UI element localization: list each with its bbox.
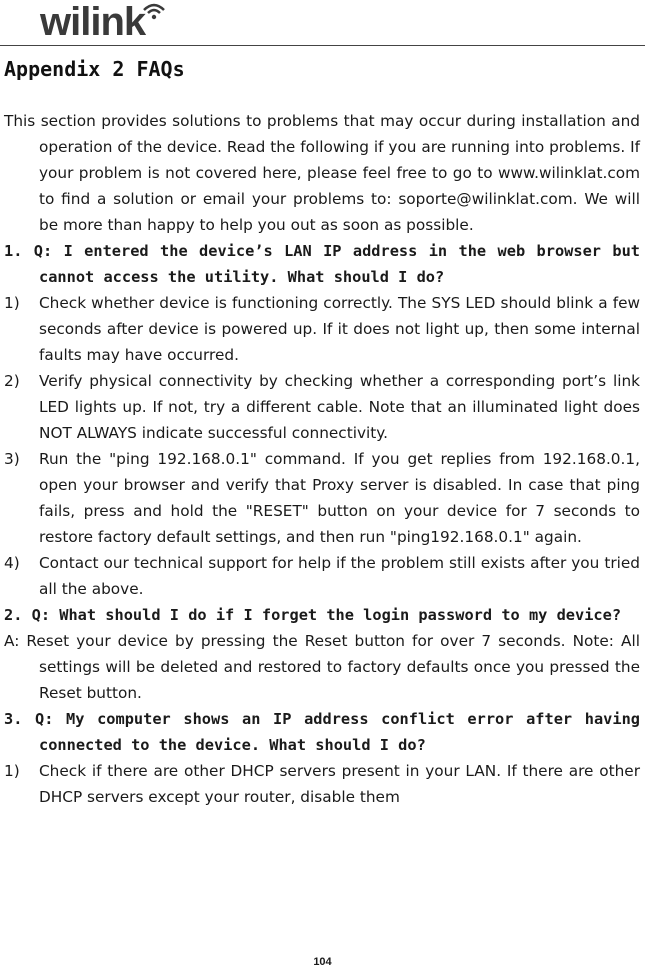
brand-logo: wilink	[40, 0, 146, 44]
q1-answer-2	[4, 368, 640, 446]
answer-text: Run the "ping 192.168.0.1" command. If you get replies from 192.168.0.1, open your browser and verify that Proxy server is disabled. In case that ping fails, press and hold the "RESET" button on your device for 7 seconds to restore factory default settings, and then run "ping192.168.0.1" again.	[39, 450, 640, 546]
q2-answer: A: Reset your device by pressing the Reset button for over 7 seconds. Note: All settings will be deleted and restored to factory defaults once you pressed the Reset button.	[4, 632, 640, 702]
document-body	[4, 56, 640, 810]
page-number: 104	[313, 956, 332, 968]
answer-text: Verify physical connectivity by checking whether a corresponding port’s link LED lights up. If not, try a different cable. Note that an illuminated light does NOT ALWAYS indicate successful connectivity.	[39, 372, 640, 442]
page-title: Appendix 2 FAQs	[4, 57, 185, 81]
question-2: 2. Q: What should I do if I forget the login password to my device?	[4, 606, 622, 624]
answer-text: Contact our technical support for help if the problem still exists after you tried all the above.	[39, 554, 640, 598]
wifi-icon	[142, 2, 166, 22]
answer-text: Check if there are other DHCP servers present in your LAN. If there are other DHCP servers except your router, disable them	[39, 762, 640, 806]
answer-text: Check whether device is functioning correctly. The SYS LED should blink a few seconds after device is powered up. If it does not light up, then some internal faults may have occurred.	[39, 294, 640, 364]
page-header	[0, 0, 645, 50]
q1-answer-4	[4, 550, 640, 602]
q3-answer-1	[4, 758, 640, 810]
list-number: 1)	[4, 762, 20, 780]
question-1: 1. Q: I entered the device’s LAN IP address in the web browser but cannot access the utility. What should I do?	[4, 242, 640, 286]
list-number: 1)	[4, 294, 20, 312]
q1-answer-3	[4, 446, 640, 550]
q1-answer-1	[4, 290, 640, 368]
intro-paragraph: This section provides solutions to problems that may occur during installation and operation of the device. Read the following if you are running into problems. If your problem is not covered here, please feel free to go to www.wilinklat.com to find a solution or email your problems to: soporte@wilinklat.com. We will be more than happy to help you out as soon as possible.	[4, 112, 640, 234]
header-divider	[0, 45, 645, 46]
question-3: 3. Q: My computer shows an IP address conflict error after having connected to the device. What should I do?	[4, 710, 640, 754]
list-number: 2)	[4, 372, 20, 390]
list-number: 3)	[4, 450, 20, 468]
list-number: 4)	[4, 554, 20, 572]
